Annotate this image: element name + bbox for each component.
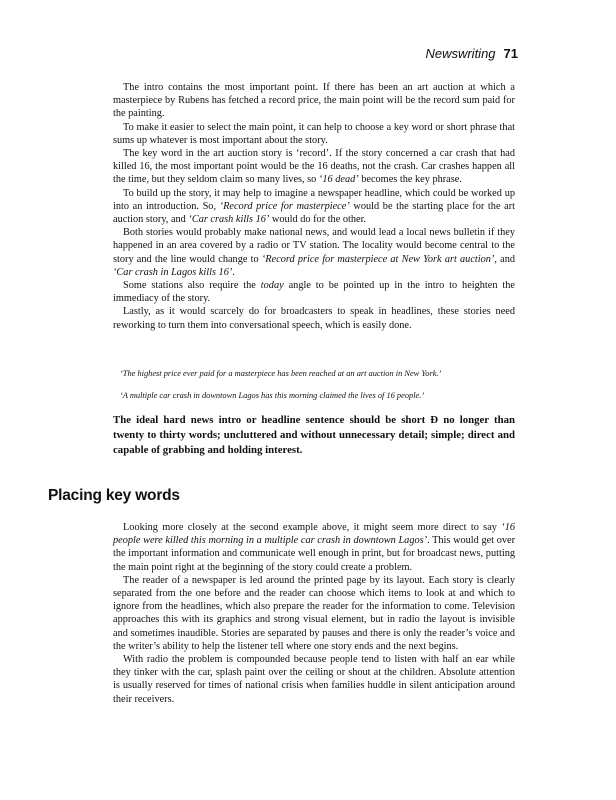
ideal-intro-rule: The ideal hard news intro or headline sentence should be short Ð no longer than twenty to thirty words; uncluttered and without unnecessary detail; simple; direct and capable of grabbing and holding interest. bbox=[113, 414, 515, 456]
italic-run: ‘Car crash kills 16’ bbox=[188, 214, 270, 226]
paragraph bbox=[113, 121, 515, 147]
paragraph bbox=[113, 187, 515, 227]
paragraph bbox=[113, 653, 515, 706]
paragraph bbox=[113, 226, 515, 279]
text-run: angle to be pointed up in the intro to heighten the immediacy of the story. bbox=[113, 280, 515, 305]
paragraph bbox=[113, 521, 515, 574]
text-run: . bbox=[232, 266, 235, 278]
intro-section bbox=[113, 81, 515, 332]
text-run: The intro contains the most important point. If there has been an art auction at which a masterpiece by Rubens has fetched a record price, the main point will be the record sum paid for the painting. bbox=[113, 82, 515, 120]
running-head-title: Newswriting bbox=[425, 46, 496, 61]
example-quotes bbox=[120, 368, 520, 412]
text-run: Looking more closely at the second example above, it might seem more direct to say bbox=[123, 522, 502, 533]
text-run: would do for the other. bbox=[269, 214, 367, 226]
italic-run: today bbox=[260, 280, 284, 292]
text-run: To build up the story, it may help to imagine a newspaper headline, which could be worked up into an introduction. So, bbox=[113, 187, 515, 212]
italic-run: ‘Car crash in Lagos kills 16’ bbox=[113, 266, 233, 278]
section-heading: Placing key words bbox=[48, 487, 180, 504]
paragraph bbox=[113, 147, 515, 187]
italic-run: ‘Record price for masterpiece at New York art auction’ bbox=[261, 253, 495, 265]
text-run: The key word in the art auction story is ‘record’. If the story concerned a car crash that had killed 16, the most important point would be the 16 deaths, not the crash. Car crashes happen all the time, but they seldom claim so many lives, so bbox=[113, 148, 515, 186]
paragraph bbox=[113, 574, 515, 653]
text-run: With radio the problem is compounded because people tend to listen with half an ear while they tinker with the car, splash paint over the ceiling or shout at the children. Absolute attention is usually reserved for times of national crisis when families huddle in silent anticipation around their receivers. bbox=[113, 654, 515, 705]
text-run: Both stories would probably make national news, and would lead a local news bulletin if they happened in an area covered by a radio or TV station. The locality would become central to the story and the line would change to bbox=[113, 227, 515, 265]
text-run: . This would get over the important information and communicate well enough in print, but for broadcast news, putting the main point right at the beginning of the story could create a problem. bbox=[113, 535, 515, 573]
page-number: 71 bbox=[503, 46, 518, 61]
text-run: becomes the key phrase. bbox=[358, 174, 462, 186]
paragraph bbox=[113, 279, 515, 305]
text-run: would be the starting place for the art auction story, and bbox=[113, 200, 516, 226]
running-head bbox=[425, 46, 518, 61]
text-run: Lastly, as it would scarcely do for broadcasters to speak in headlines, these stories need reworking to turn them into conversational speech, which is easily done. bbox=[113, 306, 515, 331]
example-quote: ‘The highest price ever paid for a masterpiece has been reached at an art auction in New York.’ bbox=[120, 369, 442, 378]
paragraph bbox=[113, 81, 515, 121]
italic-run: ‘16 people were killed this morning in a multiple car crash in downtown Lagos’ bbox=[113, 522, 515, 547]
italic-run: ‘16 dead’ bbox=[318, 174, 359, 186]
text-run: , and bbox=[494, 253, 516, 265]
text-run: Some stations also require the bbox=[123, 280, 261, 292]
italic-run: ‘Record price for masterpiece’ bbox=[219, 200, 350, 212]
paragraph bbox=[113, 305, 515, 331]
example-quote: ‘A multiple car crash in downtown Lagos has this morning claimed the lives of 16 people.’ bbox=[120, 391, 425, 400]
text-run: To make it easier to select the main point, it can help to choose a key word or short phrase that sums up whatever is most important about the story. bbox=[113, 121, 515, 146]
text-run: The reader of a newspaper is led around the printed page by its layout. Each story is clearly separated from the one before and the reader can choose which items to look at and which to ignore from the headlines, which also prepare the reader for the information to come. Television approaches this with its graphics and strong visual element, but in radio the layout is invisible and sometimes inaudible. Stories are separated by pauses and there is only the reader’s voice and the writer’s ability to help the listener tell where one story ends and the next begins. bbox=[113, 574, 515, 652]
placing-key-words-section bbox=[113, 521, 515, 706]
